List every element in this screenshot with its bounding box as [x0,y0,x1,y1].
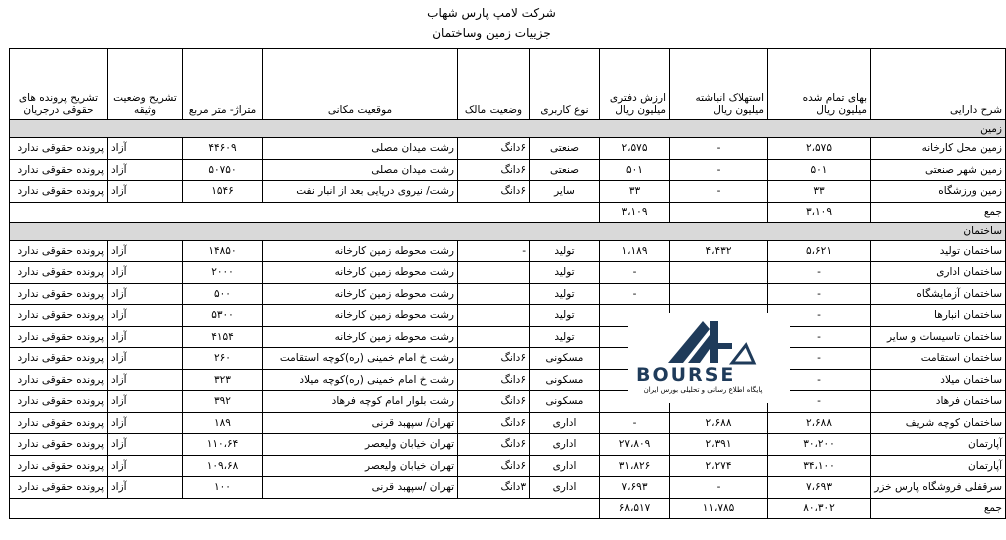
depreciation-value: - [670,477,768,499]
usage-type: اداری [530,412,600,434]
usage-type: تولید [530,305,600,327]
area: ۱۰۰ [183,477,263,499]
usage-type: صنعتی [530,159,600,181]
table-row [10,181,1006,203]
asset-name: آپارتمان [871,434,1006,456]
depreciation-value: ۲،۳۹۱ [670,434,768,456]
land-building-table [9,48,1006,519]
section-row-building [10,222,1006,240]
depreciation-value [670,283,768,305]
ownership-status [458,326,530,348]
cost-value: ۳۴،۱۰۰ [768,455,871,477]
watermark-caption: پایگاه اطلاع رسانی و تحلیلی بورس ایران [643,386,763,394]
total-book-value: ۳،۱۰۹ [600,202,670,222]
ownership-status: ۳دانگ [458,477,530,499]
header-vasighe: تشریح وضعیت وثیقه [108,49,183,120]
header-baha: بهای تمام شده میلیون ریال [768,49,871,120]
book-value: ۵۰۱ [600,159,670,181]
legal-status: پرونده حقوقی ندارد [10,159,108,181]
table-row [10,434,1006,456]
location: تهران خیابان ولیعصر [263,455,458,477]
area: ۴۱۵۴ [183,326,263,348]
total-row [10,498,1006,518]
header-arzesh: ارزش دفتری میلیون ریال [600,49,670,120]
usage-type: تولید [530,262,600,284]
book-value: ۱،۱۸۹ [600,240,670,262]
table-row [10,391,1006,413]
total-cost: ۳،۱۰۹ [768,202,871,222]
legal-status: پرونده حقوقی ندارد [10,262,108,284]
table-row [10,369,1006,391]
book-value: - [600,412,670,434]
asset-name: آپارتمان [871,455,1006,477]
ownership-status: ۶دانگ [458,391,530,413]
area: ۱۵۴۶ [183,181,263,203]
asset-name: سرقفلی فروشگاه پارس خزر [871,477,1006,499]
book-value: - [600,262,670,284]
book-value: ۲۷،۸۰۹ [600,434,670,456]
cost-value: - [768,348,871,370]
ownership-status: - [458,240,530,262]
location: رشت محوطه زمین کارخانه [263,326,458,348]
asset-name: ساختمان اداری [871,262,1006,284]
asset-name: زمین محل کارخانه [871,138,1006,160]
location: رشت خ امام خمینی (ره)کوچه استقامت [263,348,458,370]
table-row [10,305,1006,327]
cost-value: - [768,305,871,327]
location: تهران خیابان ولیعصر [263,434,458,456]
collateral-status: آزاد [108,159,183,181]
area: ۲۶۰ [183,348,263,370]
table-row [10,283,1006,305]
cost-value: ۳۳ [768,181,871,203]
legal-status: پرونده حقوقی ندارد [10,326,108,348]
cost-value: - [768,283,871,305]
ownership-status [458,262,530,284]
table-row [10,455,1006,477]
area: ۲۰۰۰ [183,262,263,284]
location: رشت محوطه زمین کارخانه [263,283,458,305]
total-cost: ۸۰،۳۰۲ [768,498,871,518]
cost-value: - [768,391,871,413]
book-value: ۷،۶۹۳ [600,477,670,499]
total-label: جمع [871,202,1006,222]
asset-name: زمین شهر صنعتی [871,159,1006,181]
usage-type: اداری [530,455,600,477]
ownership-status: ۶دانگ [458,412,530,434]
ownership-status: ۶دانگ [458,159,530,181]
cost-value: - [768,369,871,391]
asset-name: ساختمان تولید [871,240,1006,262]
table-row [10,159,1006,181]
location: تهران /سپهبد قرنی [263,477,458,499]
asset-name: ساختمان فرهاد [871,391,1006,413]
legal-status: پرونده حقوقی ندارد [10,477,108,499]
header-mogheiat: موقعیت مکانی [263,49,458,120]
bourse-watermark [628,313,790,403]
collateral-status: آزاد [108,240,183,262]
usage-type: تولید [530,326,600,348]
ownership-status: ۶دانگ [458,138,530,160]
legal-status: پرونده حقوقی ندارد [10,138,108,160]
section-label-land: زمین [10,120,1006,138]
cost-value: ۷،۶۹۳ [768,477,871,499]
table-row [10,348,1006,370]
usage-type: مسکونی [530,391,600,413]
collateral-status: آزاد [108,391,183,413]
company-name: شرکت لامپ پارس شهاب [427,6,556,20]
asset-name: ساختمان انبارها [871,305,1006,327]
ownership-status [458,283,530,305]
legal-status: پرونده حقوقی ندارد [10,412,108,434]
cost-value: ۳۰،۲۰۰ [768,434,871,456]
total-filler [10,498,600,518]
cost-value: ۲،۶۸۸ [768,412,871,434]
location: رشت/ نیروی دریایی بعد از انبار نفت [263,181,458,203]
area: ۱۱۰،۶۴ [183,434,263,456]
collateral-status: آزاد [108,369,183,391]
location: رشت میدان مصلی [263,138,458,160]
asset-name: ساختمان استقامت [871,348,1006,370]
location: رشت محوطه زمین کارخانه [263,240,458,262]
total-filler [10,202,600,222]
depreciation-value: ۴،۴۳۲ [670,240,768,262]
area: ۵۰۷۵۰ [183,159,263,181]
total-row [10,202,1006,222]
usage-type: اداری [530,434,600,456]
ownership-status: ۶دانگ [458,434,530,456]
area: ۵۰۰ [183,283,263,305]
area: ۱۴۸۵۰ [183,240,263,262]
area: ۳۹۲ [183,391,263,413]
collateral-status: آزاد [108,412,183,434]
asset-name: ساختمان کوچه شریف [871,412,1006,434]
collateral-status: آزاد [108,262,183,284]
usage-type: تولید [530,283,600,305]
legal-status: پرونده حقوقی ندارد [10,348,108,370]
cost-value: ۲،۵۷۵ [768,138,871,160]
asset-name: ساختمان میلاد [871,369,1006,391]
depreciation-value: ۲،۲۷۴ [670,455,768,477]
section-row-land [10,120,1006,138]
header-karbari: نوع کاربری [530,49,600,120]
depreciation-value: - [670,138,768,160]
header-row [10,49,1006,120]
collateral-status: آزاد [108,326,183,348]
collateral-status: آزاد [108,138,183,160]
header-parvande: تشریح پرونده های حقوقی درجریان [10,49,108,120]
table-row [10,326,1006,348]
depreciation-value: - [670,181,768,203]
ownership-status: ۶دانگ [458,348,530,370]
ownership-status: ۶دانگ [458,181,530,203]
location: رشت خ امام خمینی (ره)کوچه میلاد [263,369,458,391]
table-row [10,262,1006,284]
cost-value: ۵۰۱ [768,159,871,181]
asset-name: ساختمان آزمایشگاه [871,283,1006,305]
collateral-status: آزاد [108,348,183,370]
usage-type: سایر [530,181,600,203]
depreciation-value: ۲،۶۸۸ [670,412,768,434]
usage-type: صنعتی [530,138,600,160]
legal-status: پرونده حقوقی ندارد [10,369,108,391]
location: تهران/ سپهبد قرنی [263,412,458,434]
header-sharh: شرح دارایی [871,49,1006,120]
collateral-status: آزاد [108,477,183,499]
asset-name: ساختمان تاسیسات و سایر [871,326,1006,348]
legal-status: پرونده حقوقی ندارد [10,391,108,413]
legal-status: پرونده حقوقی ندارد [10,181,108,203]
location: رشت بلوار امام کوچه فرهاد [263,391,458,413]
area: ۴۴۶۰۹ [183,138,263,160]
collateral-status: آزاد [108,181,183,203]
area: ۱۰۹،۶۸ [183,455,263,477]
total-book-value: ۶۸،۵۱۷ [600,498,670,518]
usage-type: مسکونی [530,348,600,370]
book-value: ۳۳ [600,181,670,203]
ownership-status [458,305,530,327]
cost-value: - [768,326,871,348]
table-subtitle: جزییات زمین وساختمان [432,26,551,40]
table-row [10,412,1006,434]
location: رشت محوطه زمین کارخانه [263,262,458,284]
ownership-status: ۶دانگ [458,369,530,391]
section-label-building: ساختمان [10,222,1006,240]
depreciation-value: - [670,159,768,181]
cost-value: - [768,262,871,284]
table-row [10,240,1006,262]
collateral-status: آزاد [108,283,183,305]
cost-value: ۵،۶۲۱ [768,240,871,262]
book-value: - [600,283,670,305]
legal-status: پرونده حقوقی ندارد [10,283,108,305]
collateral-status: آزاد [108,434,183,456]
book-value: ۲،۵۷۵ [600,138,670,160]
area: ۱۸۹ [183,412,263,434]
legal-status: پرونده حقوقی ندارد [10,434,108,456]
header-estehlak: استهلاک انباشته میلیون ریال [670,49,768,120]
asset-name: زمین ورزشگاه [871,181,1006,203]
depreciation-value [670,262,768,284]
collateral-status: آزاد [108,455,183,477]
table-row [10,138,1006,160]
ownership-status: ۶دانگ [458,455,530,477]
legal-status: پرونده حقوقی ندارد [10,305,108,327]
total-label: جمع [871,498,1006,518]
location: رشت میدان مصلی [263,159,458,181]
usage-type: اداری [530,477,600,499]
table-row [10,477,1006,499]
watermark-word: BOURSE [636,364,736,386]
total-depreciation: ۱۱،۷۸۵ [670,498,768,518]
area: ۳۲۳ [183,369,263,391]
total-depreciation [670,202,768,222]
legal-status: پرونده حقوقی ندارد [10,240,108,262]
usage-type: مسکونی [530,369,600,391]
legal-status: پرونده حقوقی ندارد [10,455,108,477]
book-value: ۳۱،۸۲۶ [600,455,670,477]
usage-type: تولید [530,240,600,262]
header-metraj: متراژ- متر مربع [183,49,263,120]
collateral-status: آزاد [108,305,183,327]
header-malek: وضعیت مالک [458,49,530,120]
location: رشت محوطه زمین کارخانه [263,305,458,327]
area: ۵۳۰۰ [183,305,263,327]
